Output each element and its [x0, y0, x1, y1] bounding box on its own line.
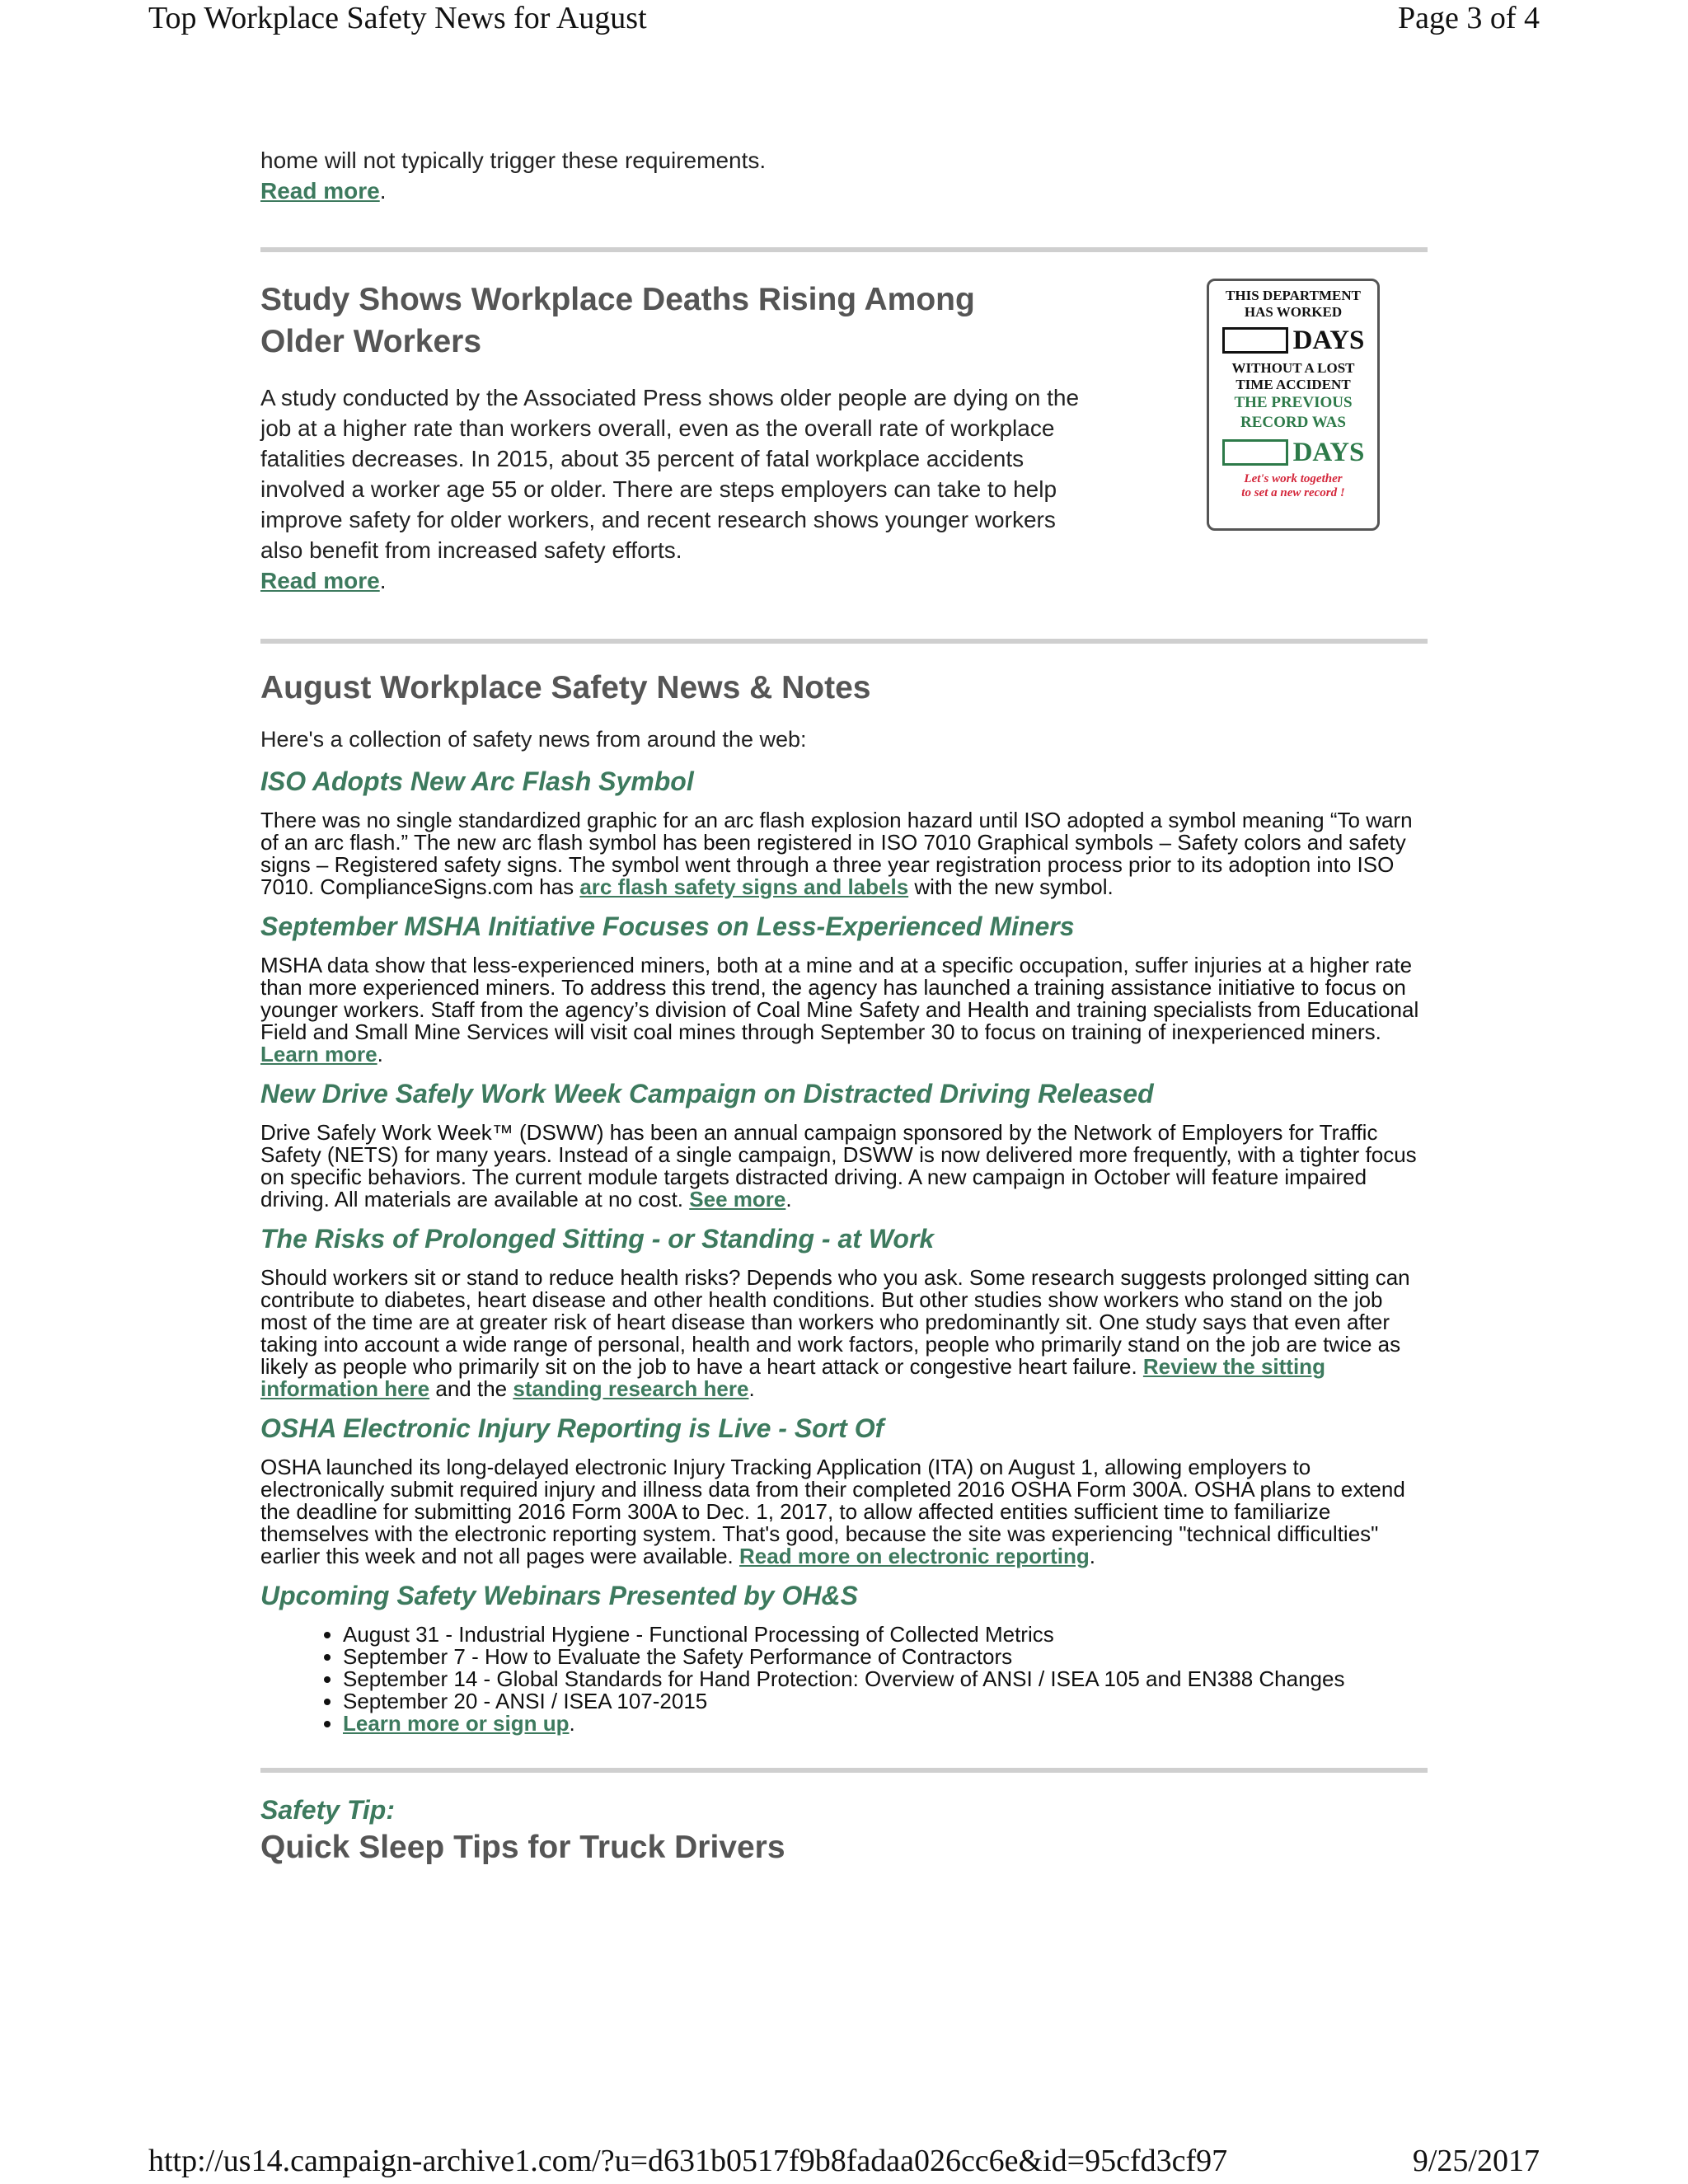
intro-text: home will not typically trigger these requirements. — [260, 148, 767, 173]
intro-paragraph — [260, 145, 1428, 206]
print-footer-date: 9/25/2017 — [1412, 2144, 1540, 2178]
safety-tip-title: Quick Sleep Tips for Truck Drivers — [260, 1830, 785, 1865]
webinar-list — [260, 1624, 1428, 1735]
story-title-line1: Study Shows Workplace Deaths Rising Among — [260, 282, 975, 317]
webinar-item: • September 20 - ANSI / ISEA 107-2015 — [343, 1690, 1428, 1713]
print-header-title: Top Workplace Safety News for August — [148, 1, 647, 35]
webinar-item: • September 7 - How to Evaluate the Safety Performance of Contractors — [343, 1646, 1428, 1668]
sign-line-5: THE PREVIOUS — [1234, 394, 1353, 411]
print-header — [0, 0, 1688, 43]
news-item-heading: ISO Adopts New Arc Flash Symbol — [260, 766, 694, 796]
news-title: August Workplace Safety News & Notes — [260, 670, 871, 705]
sign-record-days-label: DAYS — [1292, 438, 1365, 467]
news-item-tail: . — [748, 1376, 755, 1401]
news-item-text — [260, 954, 1428, 1066]
section-divider — [260, 247, 1428, 252]
sign-line-2: HAS WORKED — [1244, 304, 1343, 320]
sign-record-box — [1222, 439, 1288, 466]
webinar-item: • August 31 - Industrial Hygiene - Functional Processing of Collected Metrics — [343, 1624, 1428, 1646]
news-item-text — [260, 1122, 1428, 1211]
news-item-text — [260, 1456, 1428, 1568]
story-text — [260, 279, 1085, 596]
news-item-tail: with the new symbol. — [908, 874, 1114, 899]
news-item-body: Drive Safely Work Week™ (DSWW) has been an annual campaign sponsored by the Network of Employers for Traffic Safety (NETS) for many years. Instead of a single campaign, DSWW is now delivered more frequently, with a tighter focus on specific behaviors. The current module targets distracted driving. A new campaign in October will feature impaired driving. All materials are available at no cost. — [260, 1120, 1417, 1212]
news-item-heading: OSHA Electronic Injury Reporting is Live - Sort Of — [260, 1413, 884, 1443]
electronic-reporting-link[interactable]: Read more on electronic reporting — [739, 1544, 1090, 1568]
sign-line-3: WITHOUT A LOST — [1231, 360, 1355, 376]
news-item-tail: . — [1089, 1544, 1095, 1568]
news-item-tail: . — [785, 1187, 792, 1212]
sign-days-row — [1214, 326, 1372, 355]
section-divider — [260, 1768, 1428, 1773]
dsww-see-more-link[interactable]: See more — [689, 1187, 786, 1212]
print-footer-url: http://us14.campaign-archive1.com/?u=d631b0517f9b8fadaa026cc6e&id=95cfd3cf97 — [148, 2144, 1228, 2178]
news-item-body: There was no single standardized graphic for an arc flash explosion hazard until ISO adopted a symbol meaning “To warn of an arc flash.” The new arc flash symbol has been registered in ISO 7010 Graphical symbols – Safety colors and safety signs – Registered safety signs. The symbol went through a three year registration process prior to its adoption into ISO 7010. ComplianceSigns.com has — [260, 808, 1413, 899]
story-body — [260, 382, 1085, 596]
sign-record-row — [1214, 438, 1372, 467]
sign-days-box — [1222, 327, 1288, 354]
msha-learn-more-link[interactable]: Learn more — [260, 1042, 377, 1066]
newsletter-content — [260, 145, 1428, 1868]
sign-days-label: DAYS — [1292, 326, 1365, 355]
standing-research-link[interactable]: standing research here — [513, 1376, 749, 1401]
sign-line-6: RECORD WAS — [1240, 414, 1346, 431]
safety-record-sign-image — [1207, 279, 1380, 531]
webinar-signup-link[interactable]: Learn more or sign up — [343, 1711, 570, 1736]
news-item-heading: New Drive Safely Work Week Campaign on Distracted Driving Released — [260, 1079, 1154, 1108]
intro-read-more-link[interactable]: Read more — [260, 178, 380, 204]
sign-line-1: THIS DEPARTMENT — [1226, 288, 1361, 303]
webinar-item — [343, 1713, 1428, 1735]
arc-flash-signs-link[interactable]: arc flash safety signs and labels — [579, 874, 909, 899]
story-older-workers — [260, 279, 1428, 596]
story-body-text: A study conducted by the Associated Press shows older people are dying on the job at a higher rate than workers overall, even as the overall rate of workplace fatalities decreases. In 2015, about 35 percent of fatal workplace accidents involved a worker age 55 or older. There are steps employers can take to help improve safety for older workers, and recent research shows younger workers also benefit from increased safety efforts. — [260, 385, 1080, 563]
news-item-text — [260, 809, 1428, 898]
sign-line-8: to set a new record ! — [1241, 486, 1345, 499]
story-read-more-link[interactable]: Read more — [260, 568, 380, 593]
safety-tip-section — [260, 1768, 1428, 1868]
news-item-heading: The Risks of Prolonged Sitting - or Standing - at Work — [260, 1224, 935, 1254]
safety-tip-label: Safety Tip: — [260, 1795, 395, 1825]
news-item-body: OSHA launched its long-delayed electronic Injury Tracking Application (ITA) on August 1, allowing employers to electronically submit required injury and illness data from their completed 2016 OSHA Form 300A. OSHA plans to extend the deadline for submitting 2016 Form 300A to Dec. 1, 2017, to allow affected entities sufficient time to familiarize themselves with the electronic reporting system. That's good, because the site was experiencing "technical difficulties" earlier this week and not all pages were available. — [260, 1455, 1405, 1568]
news-lead: Here's a collection of safety news from around the web: — [260, 727, 807, 752]
story-period: . — [379, 568, 387, 593]
news-item-heading: September MSHA Initiative Focuses on Less-Experienced Miners — [260, 912, 1075, 941]
news-item-mid: and the — [429, 1376, 513, 1401]
news-item-text — [260, 1267, 1428, 1400]
print-footer — [0, 2143, 1688, 2184]
news-and-notes-section — [260, 667, 1428, 1735]
story-title-line2: Older Workers — [260, 324, 482, 359]
sitting-info-link[interactable]: Review the sitting information here — [260, 1354, 1325, 1401]
intro-period: . — [379, 178, 387, 204]
webinar-period: . — [569, 1711, 575, 1736]
section-divider — [260, 639, 1428, 644]
news-item-body: Should workers sit or stand to reduce health risks? Depends who you ask. Some research suggests prolonged sitting can contribute to diabetes, heart disease and other health conditions. But other studies show workers who stand on the job most of the time are at greater risk of heart disease than workers who predominantly sit. One study says that even after taking into account a wide range of personal, health and work factors, people who primarily stand on the job are twice as likely as people who primarily sit on the job to have a heart attack or congestive heart failure. — [260, 1265, 1410, 1379]
sign-line-7: Let's work together — [1244, 472, 1343, 485]
webinars-heading: Upcoming Safety Webinars Presented by OH&S — [260, 1581, 858, 1610]
print-page-number: Page 3 of 4 — [1397, 1, 1540, 35]
news-item-body: MSHA data show that less-experienced miners, both at a mine and at a specific occupation, suffer injuries at a higher rate than more experienced miners. To address this trend, the agency has launched a training assistance initiative to focus on younger workers. Staff from the agency’s division of Coal Mine Safety and Health and training specialists from Educational Field and Small Mine Services will visit coal mines through September 30 to focus on training of inexperienced miners. — [260, 953, 1419, 1044]
webinar-item: • September 14 - Global Standards for Hand Protection: Overview of ANSI / ISEA 105 and EN388 Changes — [343, 1668, 1428, 1690]
sign-line-4: TIME ACCIDENT — [1236, 377, 1351, 392]
story-title — [260, 279, 1085, 363]
news-item-tail: . — [377, 1042, 383, 1066]
